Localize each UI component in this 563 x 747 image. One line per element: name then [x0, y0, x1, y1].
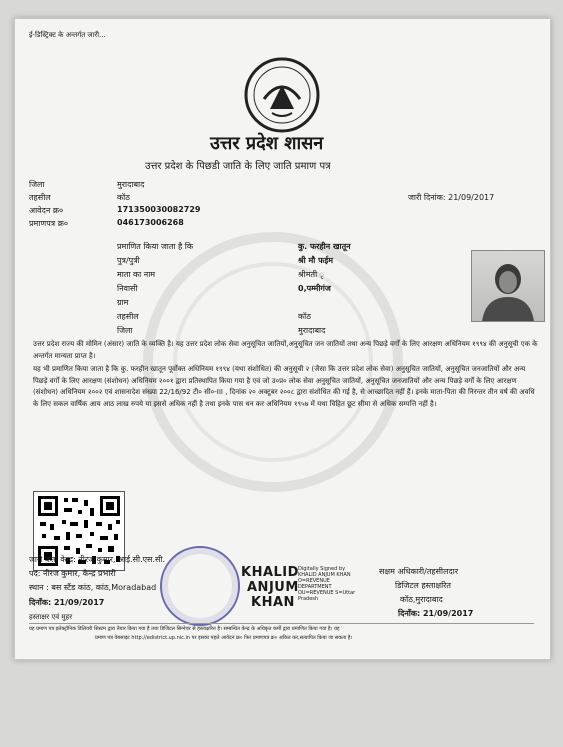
application-no-label: आवेदन क्र० [29, 206, 64, 215]
issuing-place: स्थान : बस स्टैंड कांठ, कांठ,Moradabad [29, 583, 157, 592]
authority-office: कॉठ,मुरादाबाद [400, 595, 443, 604]
footer-note-line1: यह प्रमाण पत्र इलेक्ट्रॉनिक डिलिवरी सिस्टम द्वारा तैयार किया गया है तथा डिजिटल सिग्नेचर से हस्ताक्षरित है। सम्बन्धित केन्द्र के अधिकृत कर्मी द्वारा प्रमाणित किया गया है। यह [29, 626, 340, 632]
tehsil-value: कॉठ [117, 193, 130, 202]
father-label: पुत्र/पुत्री [117, 256, 140, 265]
watermark-seal [143, 232, 403, 492]
issuing-center-stamp [160, 546, 240, 626]
digital-signature-note: Digitally Signed by KHALID ANJUM KHAN O=REVENUE DEPARTMENT OU=REVENUE S=Uttar Pradesh [298, 566, 356, 602]
mother-value: श्रीमती ृ [298, 270, 324, 279]
digital-signer-name-line3: KHAN [251, 595, 295, 610]
father-value: श्री मौ फईम [298, 256, 334, 265]
digital-signer-name-line2: ANJUM [247, 580, 299, 595]
footer-divider [29, 623, 534, 624]
detail-tehsil-label: तहसील [117, 312, 139, 321]
footer-note-line2: प्रमाण पत्र वेबसाइट http://edistrict.up.nic.in पर इसका पहले आवेदन क्र० फिर प्रमाणपत्र क्र० अंकित कर,सत्यापित किया जा सकता है। [95, 635, 353, 641]
authority-date: दिनाँक: 21/09/2017 [398, 609, 474, 618]
certificate-title: उत्तर प्रदेश के पिछडी जाति के लिए जाति प्रमाण पत्र [145, 161, 331, 172]
district-label: जिला [29, 180, 45, 189]
application-no-value: 171350030082729 [117, 205, 201, 214]
competent-authority: सक्षम अधिकारी/तहसीलदार [379, 567, 459, 576]
certify-label: प्रमाणित किया जाता है कि [117, 242, 194, 251]
district-value: मुरादाबाद [117, 180, 145, 189]
resident-label: निवासी [117, 284, 138, 293]
issue-date: जारी दिनांक: 21/09/2017 [408, 193, 495, 202]
caste-statement: उत्तर प्रदेश राज्य की मोमिन (अंसार) जाति के व्यक्ति है। यह उत्तर प्रदेश लोक सेवा अनुसूचित जातियों,अनुसूचित जन जातियों तथा अन्य पिछड़े वर्गों के लिए आरक्षण अधिनियम १९९४ की अनुसूची एक के अन्तर्गत मान्यता प्राप्त है। [33, 340, 538, 360]
tehsil-label: तहसील [29, 193, 51, 202]
up-govt-emblem-icon [242, 55, 322, 135]
issued-under-note: ई-डिस्ट्रिक्ट के अन्तर्गत जारी... [29, 31, 106, 39]
issuing-date: दिनाँक: 21/09/2017 [29, 598, 105, 607]
digital-signer-name-line1: KHALID [241, 565, 299, 580]
sign-and-seal-label: हस्ताक्षर एवं मुहर [29, 613, 73, 621]
certificate-no-value: 046173006268 [117, 218, 184, 227]
issuing-center: जारी कर्ता केन्द्र: नीरज कुमार, आई.सी.एस.सी. [29, 555, 166, 564]
detail-district-label: जिला [117, 326, 133, 335]
digitally-signed-label: डिजिटल हस्ताक्षरित [395, 581, 451, 590]
village-label: ग्राम [117, 298, 129, 307]
certificate-sheet [14, 18, 551, 660]
detail-district-value: मुरादाबाद [298, 326, 326, 335]
certify-value: कु. फरहीन खातून [298, 242, 351, 251]
certificate-no-label: प्रमाणपत्र क्र० [29, 219, 68, 228]
creamy-layer-statement: यह भी प्रमाणित किया जाता है कि कु. फरहीन खातून पूर्वोक्त अधिनियम १९९४ (यथा संशोधित) की अनुसूची २ (जैसा कि उत्तर प्रदेश लोक सेवा) अनुसूचित जातियों, अनुसूचित जनजातियों और अन्य पिछड़े वर्गों के लिए आरक्षण (संशोधन) अधिनियम २००१ द्वारा प्रतिस्थापित किया गया है एवं जो उ०प्र० लोक सेवा अनुसूचित जातियों, अनुसूचित जनजातियों और अन्य पिछड़े वर्गों के लिए आरक्षण (संशोधन) अधिनियम २००२ एवं शासनादेश संख्या 22/16/92 टी० सी०-III , दिनांक २० अक्टूबर २००८ द्वारा संशोधित की गई है, से आच्छादित नहीं हैं। इनके माता-पिता की निरन्तर तीन वर्ष की अवधि के लिए सकल वार्षिक आय आठ लाख रुपये या इससे अधिक नहीं है तथा इनके पास धन कर अधिनियम १९५७ में यथा विहित छूट सीमा से अधिक सम्पत्ति नहीं है। [33, 365, 535, 408]
detail-tehsil-value: कॉठ [298, 312, 311, 321]
resident-value: 0,पम्मीगंज [298, 284, 331, 293]
government-title: उत्तर प्रदेश शासन [210, 133, 324, 154]
applicant-photo [471, 250, 545, 322]
mother-label: माता का नाम [117, 270, 156, 279]
issuing-post: पद: नीरज कुमार, केन्द्र प्रभारी [29, 569, 116, 578]
